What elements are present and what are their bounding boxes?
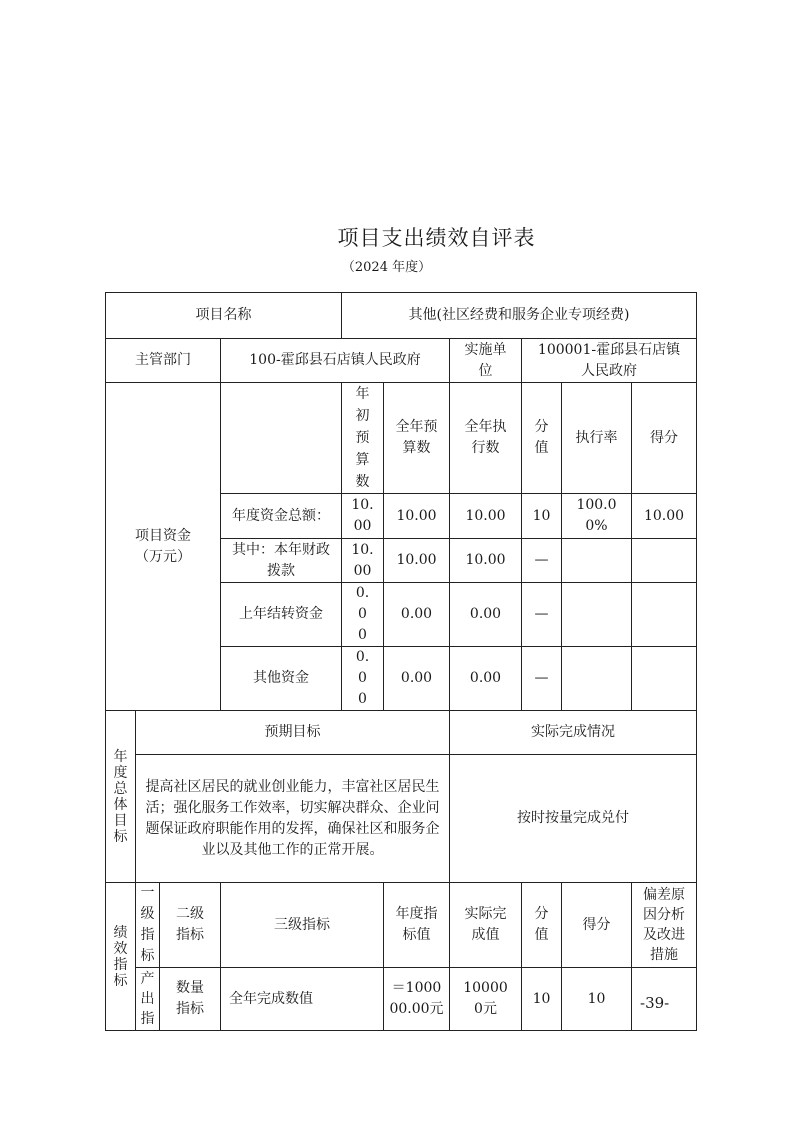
indicators-label-text: 绩效指标 [113,924,128,989]
indicator-score-value: 10 [522,968,562,1031]
funds-header-score: 得分 [632,383,697,494]
funds-row-score: 10.00 [632,494,697,539]
funds-row-name: 上年结转资金 [221,583,342,647]
funds-row-initial: 10.00 [342,494,384,539]
goals-label-text: 年度总体目标 [113,748,128,845]
page-subtitle [0,256,793,275]
project-name-label: 项目名称 [106,293,342,339]
funds-row-score [632,647,697,711]
dept-label: 主管部门 [106,339,221,383]
funds-row-budget: 0.00 [384,647,450,711]
funds-row-rate [562,583,632,647]
funds-row-budget: 10.00 [384,539,450,583]
funds-header-row [106,383,697,494]
indicator-level1: 产出指 [136,968,160,1031]
indicator-level2: 数量指标 [160,968,221,1031]
indicators-header-score: 得分 [562,883,632,968]
goals-header-row [106,711,697,755]
indicator-actual: 100000元 [450,968,522,1031]
funds-row-initial: 0.00 [342,583,384,647]
funds-row-score-value: — [522,647,562,711]
funds-header-score-value: 分值 [522,383,562,494]
funds-header-rate: 执行率 [562,383,632,494]
goals-actual-text: 按时按量完成兑付 [450,755,697,883]
funds-row-exec: 10.00 [450,539,522,583]
funds-header-exec: 全年执行数 [450,383,522,494]
funds-row-score-value: — [522,539,562,583]
funds-header-blank [221,383,342,494]
indicators-label [106,883,136,1031]
indicators-header-level1: 一级指标 [136,883,160,968]
dept-value: 100-霍邱县石店镇人民政府 [221,339,450,383]
page-title: 项目支出绩效自评表 [337,226,536,250]
indicators-header-score-value: 分值 [522,883,562,968]
funds-row-initial: 10.00 [342,539,384,583]
indicators-header-row [106,883,697,968]
department-row [106,339,697,383]
funds-row-name: 年度资金总额： [221,494,342,539]
indicators-header-level2: 二级指标 [160,883,221,968]
project-name-row [106,293,697,339]
indicators-header-level3: 三级指标 [221,883,384,968]
funds-row-score-value: 10 [522,494,562,539]
funds-row-initial: 0.00 [342,647,384,711]
performance-table [105,292,697,1031]
goals-expected-text: 提高社区居民的就业创业能力，丰富社区居民生活；强化服务工作效率，切实解决群众、企业问题保证政府职能作用的发挥，确保社区和服务企业以及其他工作的正常开展。 [136,755,450,883]
funds-row-score [632,583,697,647]
indicator-target: ＝100000.00元 [384,968,450,1031]
funds-row-name: 其中：本年财政拨款 [221,539,342,583]
indicators-header-target: 年度指标值 [384,883,450,968]
funds-label [106,383,221,711]
impl-value: 100001-霍邱县石店镇人民政府 [522,339,697,383]
funds-row-budget: 0.00 [384,583,450,647]
indicators-row [106,968,697,1031]
funds-row-name: 其他资金 [221,647,342,711]
funds-row-score-value: — [522,583,562,647]
goals-actual-header: 实际完成情况 [450,711,697,755]
funds-row-rate: 100.00% [562,494,632,539]
indicators-header-reason: 偏差原因分析及改进措施 [632,883,697,968]
funds-row-rate [562,539,632,583]
indicator-score: 10 [562,968,632,1031]
funds-row-budget: 10.00 [384,494,450,539]
funds-header-budget: 全年预算数 [384,383,450,494]
funds-row-exec: 10.00 [450,494,522,539]
funds-row-rate [562,647,632,711]
indicator-level3: 全年完成数值 [221,968,384,1031]
impl-label: 实施单位 [450,339,522,383]
goals-label [106,711,136,883]
funds-row-exec: 0.00 [450,647,522,711]
funds-header-initial: 年初预算数 [342,383,384,494]
goals-content-row [106,755,697,883]
goals-expected-header: 预期目标 [136,711,450,755]
funds-row-score [632,539,697,583]
indicators-header-actual: 实际完成值 [450,883,522,968]
funds-label-text: 项目资金（万元） [135,527,191,565]
page-number: -39- [640,994,670,1012]
project-name-value: 其他(社区经费和服务企业专项经费) [342,293,697,339]
funds-row-exec: 0.00 [450,583,522,647]
subtitle-text: （2024 年度） [341,260,432,275]
